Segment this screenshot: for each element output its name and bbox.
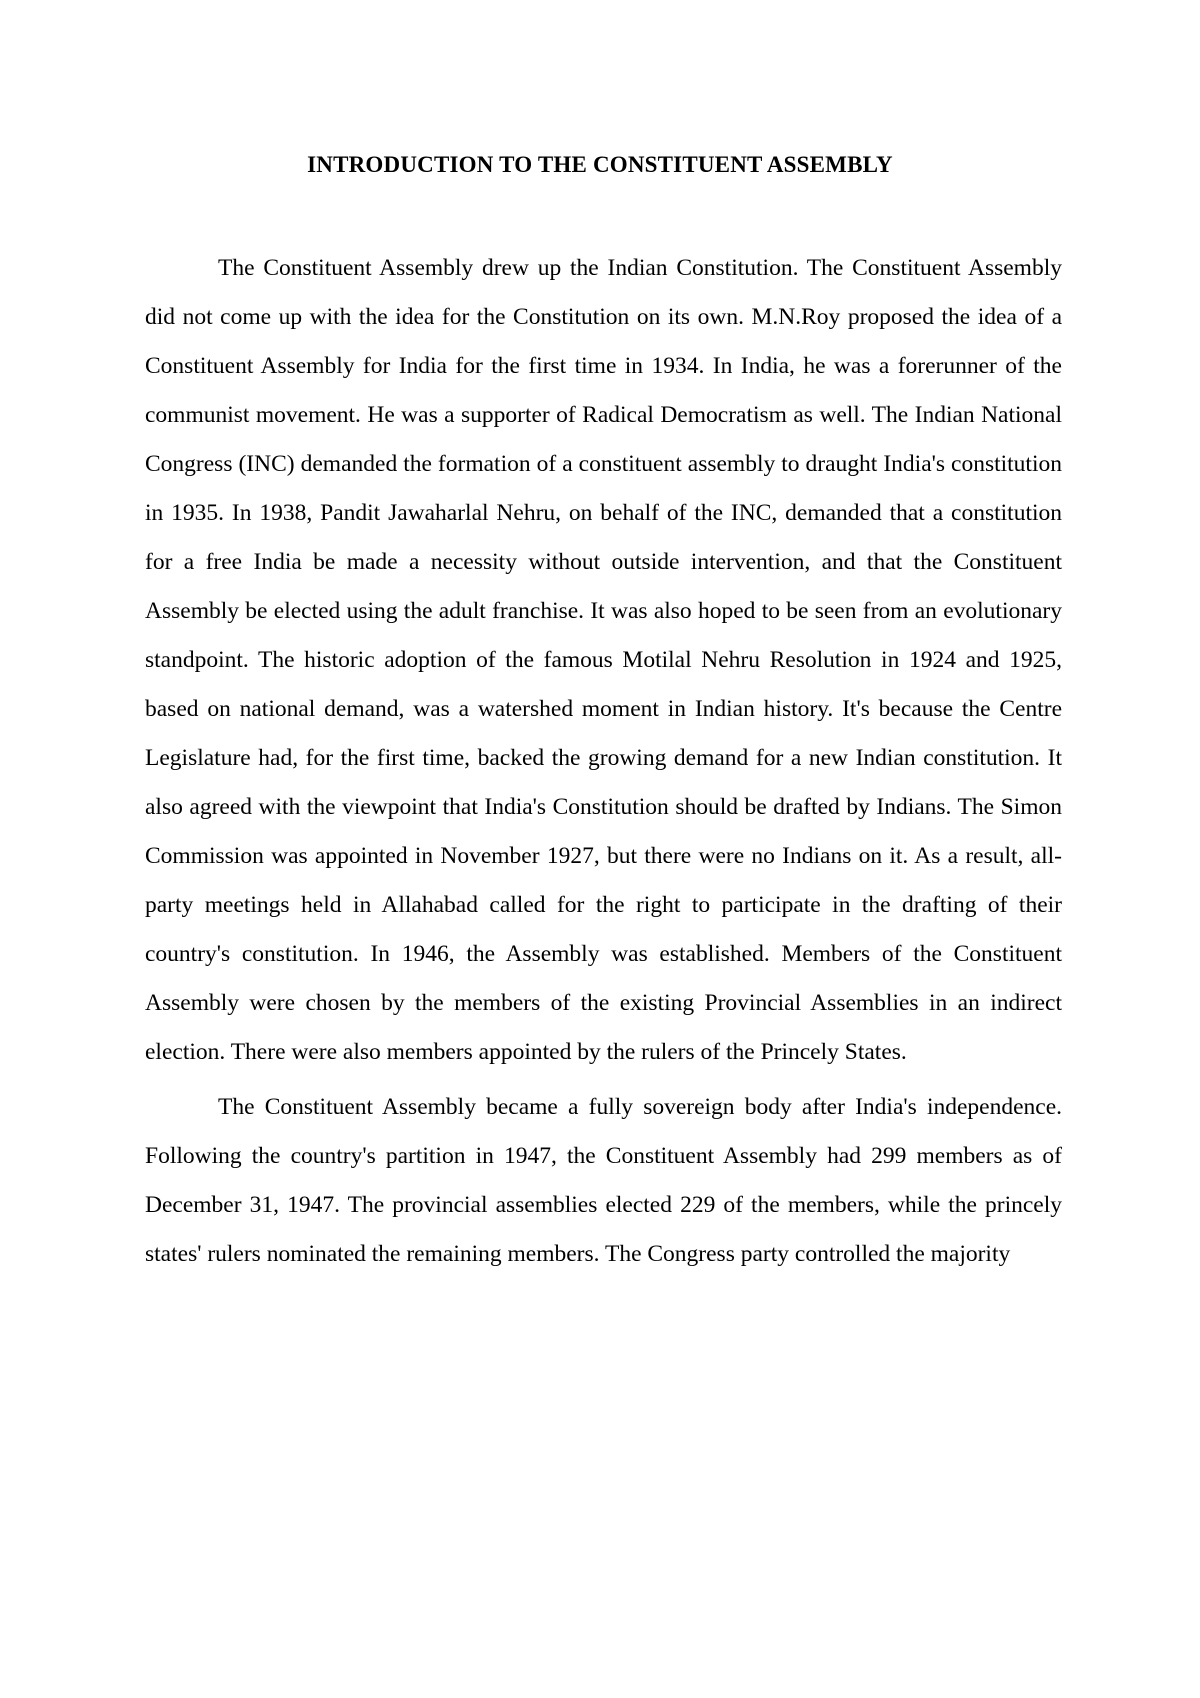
- document-body: [145, 244, 1062, 1279]
- paragraph: The Constituent Assembly drew up the Indian Constitution. The Constituent Assembly did not come up with the idea for the Constitution on its own. M.N.Roy proposed the idea of a Constituent Assembly for India for the first time in 1934. In India, he was a forerunner of the communist movement. He was a supporter of Radical Democratism as well. The Indian National Congress (INC) demanded the formation of a constituent assembly to draught India's constitution in 1935. In 1938, Pandit Jawaharlal Nehru, on behalf of the INC, demanded that a constitution for a free India be made a necessity without outside intervention, and that the Constituent Assembly be elected using the adult franchise. It was also hoped to be seen from an evolutionary standpoint. The historic adoption of the famous Motilal Nehru Resolution in 1924 and 1925, based on national demand, was a watershed moment in Indian history. It's because the Centre Legislature had, for the first time, backed the growing demand for a new Indian constitution. It also agreed with the viewpoint that India's Constitution should be drafted by Indians. The Simon Commission was appointed in November 1927, but there were no Indians on it. As a result, all-party meetings held in Allahabad called for the right to participate in the drafting of their country's constitution. In 1946, the Assembly was established. Members of the Constituent Assembly were chosen by the members of the existing Provincial Assemblies in an indirect election. There were also members appointed by the rulers of the Princely States.: [145, 255, 1062, 1065]
- paragraph: The Constituent Assembly became a fully sovereign body after India's independence. Following the country's partition in 1947, the Constituent Assembly had 299 members as of December 31, 1947. The provincial assemblies elected 229 of the members, while the princely states' rulers nominated the remaining members. The Congress party controlled the majority: [145, 1094, 1062, 1267]
- document-title: INTRODUCTION TO THE CONSTITUENT ASSEMBLY: [307, 152, 893, 177]
